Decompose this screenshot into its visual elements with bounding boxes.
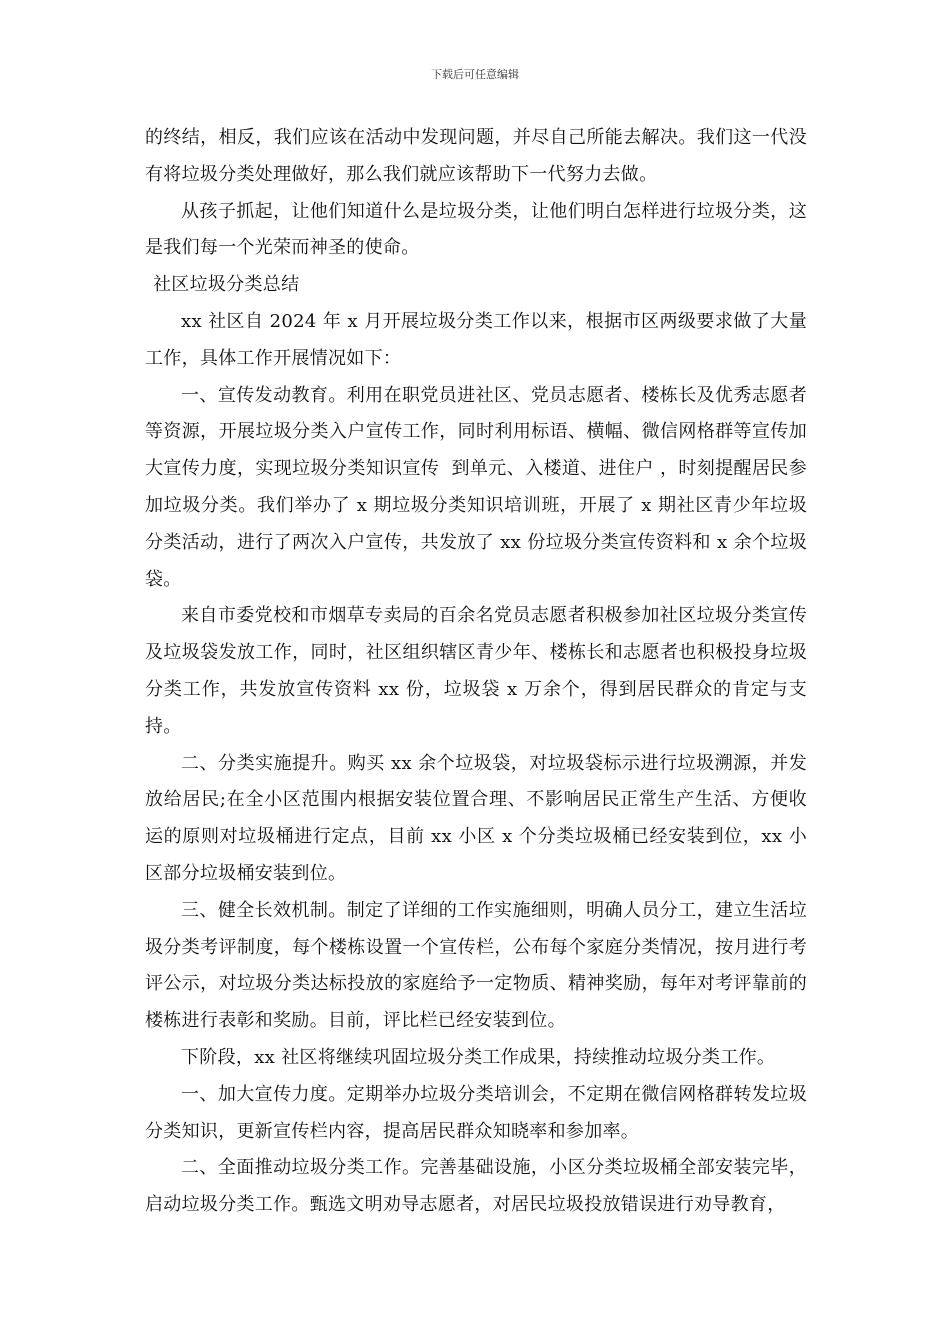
page-header: 下载后可任意编辑 bbox=[431, 68, 519, 81]
paragraph: 来自市委党校和市烟草专卖局的百余名党员志愿者积极参加社区垃圾分类宣传及垃圾袋发放工作，同时，社区组织辖区青少年、楼栋长和志愿者也积极投身垃圾分类工作，共发放宣传资料 xx 份，垃圾袋 x 万余个，得到居民群众的肯定与支持。 bbox=[145, 605, 807, 737]
paragraph: 二、分类实施提升。购买 xx 余个垃圾袋，对垃圾袋标示进行垃圾溯源，并发放给居民;在全小区范围内根据安装位置合理、不影响居民正常生产生活、方便收运的原则对垃圾桶进行定点，目前 xx 小区 x 个分类垃圾桶已经安装到位，xx 小区部分垃圾桶安装到位。 bbox=[145, 752, 807, 884]
paragraph: 下阶段，xx 社区将继续巩固垃圾分类工作成果，持续推动垃圾分类工作。 bbox=[181, 1046, 776, 1068]
paragraph: 一、宣传发动教育。利用在职党员进社区、党员志愿者、楼栋长及优秀志愿者等资源，开展垃圾分类入户宣传工作，同时利用标语、横幅、微信网格群等宣传加大宣传力度，实现垃圾分类知识宣传 到单元、入楼道、进住户 ，时刻提醒居民参加垃圾分类。我们举办了 x 期垃圾分类知识培训班，开展了 x 期社区青少年垃圾分类活动，进行了两次入户宣传，共发放了 xx 份垃圾分类宣传资料和 x 余个垃圾袋。 bbox=[145, 384, 807, 590]
paragraph-continuation: 的终结，相反，我们应该在活动中发现问题，并尽自己所能去解决。我们这一代没有将垃圾分类处理做好，那么我们就应该帮助下一代努力去做。 bbox=[145, 127, 807, 185]
document-body bbox=[145, 120, 807, 1224]
paragraph: xx 社区自 2024 年 x 月开展垃圾分类工作以来，根据市区两级要求做了大量工作，具体工作开展情况如下： bbox=[145, 310, 807, 369]
paragraph: 从孩子抓起，让他们知道什么是垃圾分类，让他们明白怎样进行垃圾分类，这是我们每一个光荣而神圣的使命。 bbox=[145, 200, 807, 259]
paragraph: 一、加大宣传力度。定期举办垃圾分类培训会，不定期在微信网格群转发垃圾分类知识，更新宣传栏内容，提高居民群众知晓率和参加率。 bbox=[145, 1083, 807, 1142]
paragraph: 三、健全长效机制。制定了详细的工作实施细则，明确人员分工，建立生活垃圾分类考评制度，每个楼栋设置一个宣传栏，公布每个家庭分类情况，按月进行考评公示，对垃圾分类达标投放的家庭给予一定物质、精神奖励，每年对考评靠前的楼栋进行表彰和奖励。目前，评比栏已经安装到位。 bbox=[145, 899, 807, 1032]
section-heading: 社区垃圾分类总结 bbox=[153, 274, 300, 296]
paragraph: 二、全面推动垃圾分类工作。完善基础设施，小区分类垃圾桶全部安装完毕，启动垃圾分类工作。甄选文明劝导志愿者，对居民垃圾投放错误进行劝导教育， bbox=[145, 1157, 807, 1216]
